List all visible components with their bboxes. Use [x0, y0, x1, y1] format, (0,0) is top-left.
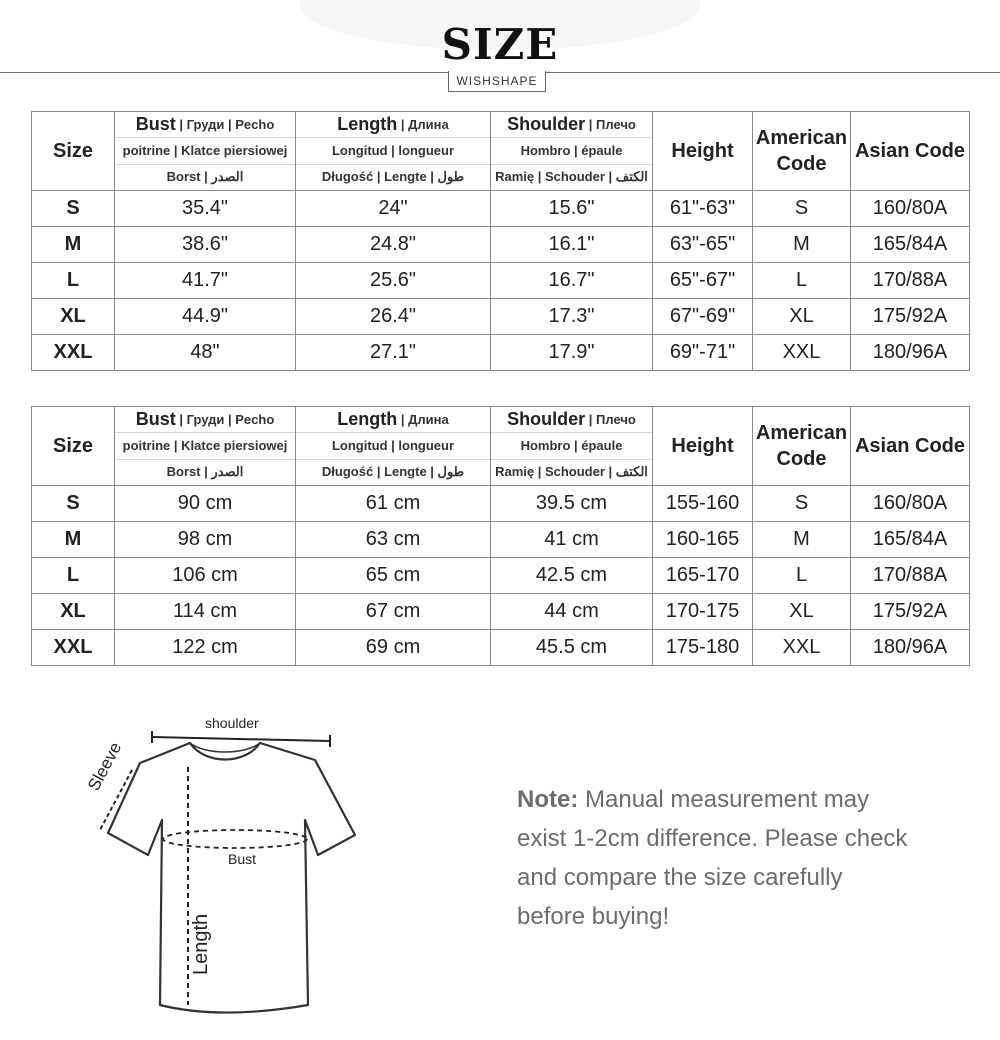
cell-american: XL [753, 299, 851, 335]
tshirt-measurement-diagram [80, 705, 380, 1025]
cell-size: M [32, 227, 115, 263]
cell-height: 155-160 [653, 486, 753, 522]
cell-height: 160-165 [653, 522, 753, 558]
cell-asian: 160/80A [851, 486, 970, 522]
cell-american: XXL [753, 630, 851, 666]
cell-length: 25.6" [296, 263, 491, 299]
header-bust: Bust | Груди | Pecho poitrine | Klatce piersiowej Borst | الصدر [115, 112, 296, 191]
size-table-cm [31, 406, 970, 666]
cell-shoulder: 44 cm [491, 594, 653, 630]
cell-bust: 41.7" [115, 263, 296, 299]
cell-height: 61"-63" [653, 191, 753, 227]
cell-bust: 44.9" [115, 299, 296, 335]
cell-shoulder: 16.1" [491, 227, 653, 263]
cell-size: M [32, 522, 115, 558]
cell-american: L [753, 558, 851, 594]
cell-american: XXL [753, 335, 851, 371]
cell-asian: 180/96A [851, 335, 970, 371]
table-row [32, 263, 970, 299]
header-american-code: American Code [753, 407, 851, 486]
length-label: Length [190, 913, 212, 975]
cell-bust: 98 cm [115, 522, 296, 558]
table-row [32, 335, 970, 371]
cell-size: XL [32, 299, 115, 335]
cell-size: XXL [32, 335, 115, 371]
cell-size: XL [32, 594, 115, 630]
cell-size: S [32, 191, 115, 227]
table-row [32, 191, 970, 227]
cell-length: 63 cm [296, 522, 491, 558]
table-row [32, 630, 970, 666]
cell-asian: 165/84A [851, 227, 970, 263]
cell-size: L [32, 558, 115, 594]
cell-american: S [753, 486, 851, 522]
cell-shoulder: 45.5 cm [491, 630, 653, 666]
cell-bust: 48" [115, 335, 296, 371]
cell-bust: 114 cm [115, 594, 296, 630]
table-header-row [32, 407, 970, 486]
cell-shoulder: 42.5 cm [491, 558, 653, 594]
cell-length: 24.8" [296, 227, 491, 263]
cell-shoulder: 15.6" [491, 191, 653, 227]
cell-asian: 175/92A [851, 594, 970, 630]
header-length: Length | Длина Longitud | longueur Długość | Lengte | طول [296, 112, 491, 191]
cell-bust: 38.6" [115, 227, 296, 263]
header-asian-code: Asian Code [851, 407, 970, 486]
measurement-note [517, 780, 917, 936]
table-row [32, 522, 970, 558]
header-height: Height [653, 112, 753, 191]
cell-size: S [32, 486, 115, 522]
table-row [32, 227, 970, 263]
note-label: Note: [517, 786, 579, 813]
table-row [32, 558, 970, 594]
cell-bust: 106 cm [115, 558, 296, 594]
cell-shoulder: 17.9" [491, 335, 653, 371]
table-header-row [32, 112, 970, 191]
cell-american: XL [753, 594, 851, 630]
sleeve-label: Sleeve [84, 739, 126, 794]
cell-length: 27.1" [296, 335, 491, 371]
cell-size: L [32, 263, 115, 299]
cell-american: M [753, 522, 851, 558]
cell-shoulder: 39.5 cm [491, 486, 653, 522]
cell-asian: 180/96A [851, 630, 970, 666]
cell-shoulder: 41 cm [491, 522, 653, 558]
cell-height: 67"-69" [653, 299, 753, 335]
cell-length: 24" [296, 191, 491, 227]
cell-asian: 170/88A [851, 263, 970, 299]
header-size: Size [32, 407, 115, 486]
note-text: Manual measurement may exist 1-2cm difference. Please check and compare the size carefully before buying! [517, 786, 908, 930]
cell-american: S [753, 191, 851, 227]
cell-bust: 122 cm [115, 630, 296, 666]
cell-height: 170-175 [653, 594, 753, 630]
header-size: Size [32, 112, 115, 191]
bust-label: Bust [228, 851, 257, 867]
cell-bust: 35.4" [115, 191, 296, 227]
cell-length: 69 cm [296, 630, 491, 666]
header-shoulder: Shoulder | Плечо Hombro | épaule Ramię | Schouder | الكتف [491, 112, 653, 191]
table-row [32, 299, 970, 335]
cell-shoulder: 16.7" [491, 263, 653, 299]
header-asian-code: Asian Code [851, 112, 970, 191]
cell-length: 65 cm [296, 558, 491, 594]
header-height: Height [653, 407, 753, 486]
cell-height: 65"-67" [653, 263, 753, 299]
cell-american: L [753, 263, 851, 299]
page-title: SIZE [441, 20, 559, 69]
header-length: Length | Длина Longitud | longueur Długość | Lengte | طول [296, 407, 491, 486]
cell-height: 165-170 [653, 558, 753, 594]
table-row [32, 486, 970, 522]
cell-asian: 170/88A [851, 558, 970, 594]
cell-length: 67 cm [296, 594, 491, 630]
cell-length: 61 cm [296, 486, 491, 522]
cell-length: 26.4" [296, 299, 491, 335]
shoulder-label: shoulder [205, 715, 259, 731]
cell-height: 69"-71" [653, 335, 753, 371]
cell-bust: 90 cm [115, 486, 296, 522]
cell-size: XXL [32, 630, 115, 666]
cell-asian: 165/84A [851, 522, 970, 558]
brand-label: WISHSHAPE [448, 71, 546, 92]
cell-shoulder: 17.3" [491, 299, 653, 335]
cell-height: 63"-65" [653, 227, 753, 263]
cell-american: M [753, 227, 851, 263]
header-shoulder: Shoulder | Плечо Hombro | épaule Ramię | Schouder | الكتف [491, 407, 653, 486]
size-table-inches [31, 111, 970, 371]
cell-asian: 175/92A [851, 299, 970, 335]
table-row [32, 594, 970, 630]
header-bust: Bust | Груди | Pecho poitrine | Klatce piersiowej Borst | الصدر [115, 407, 296, 486]
cell-asian: 160/80A [851, 191, 970, 227]
header-american-code: American Code [753, 112, 851, 191]
cell-height: 175-180 [653, 630, 753, 666]
